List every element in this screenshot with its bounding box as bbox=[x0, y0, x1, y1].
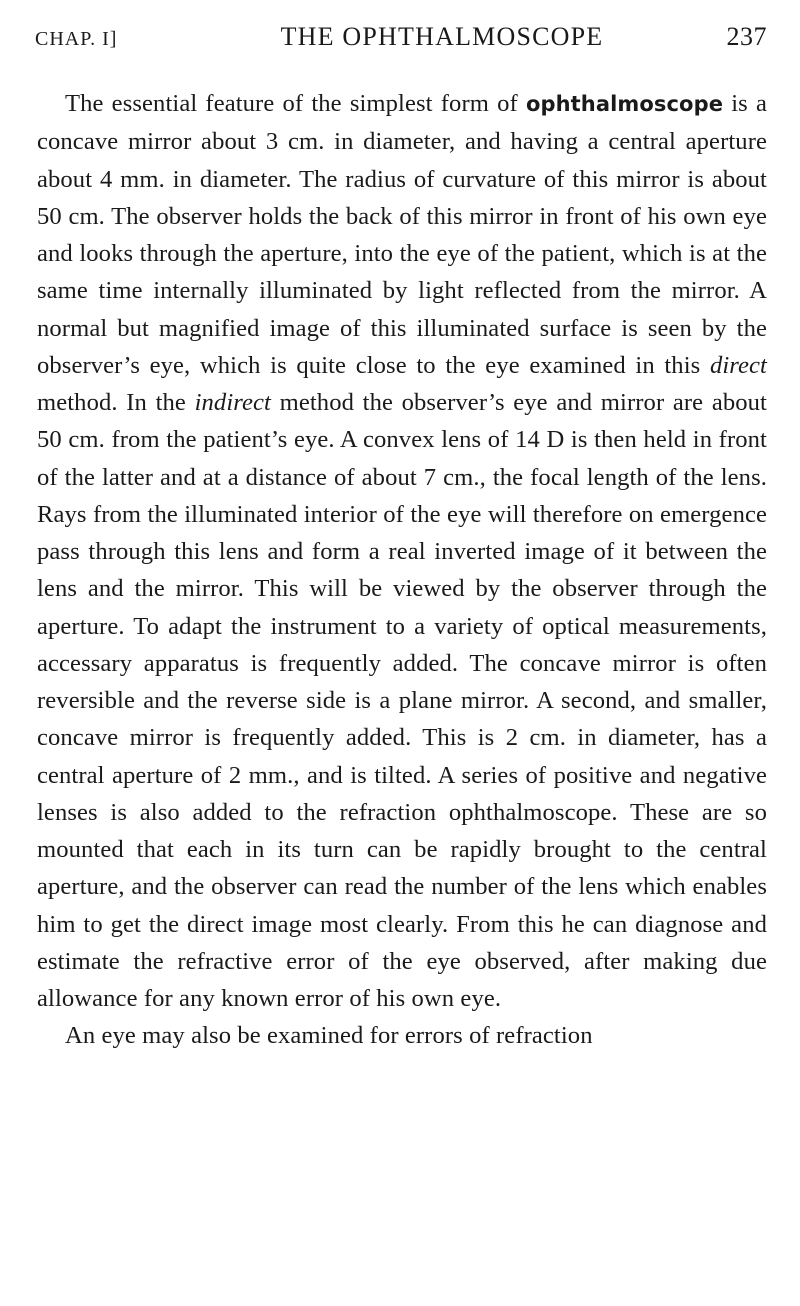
term-ophthalmoscope: ophthalmoscope bbox=[525, 92, 724, 116]
text-run: method the observer’s eye and mirror are about 50 cm. from the patient’s eye. A convex lens of 14 D is then held in front of the latter and at a distance of about 7 cm., the focal length of the lens. Rays from the illuminated interior of the eye will therefore on emergence pass through this lens and form a real inverted image of it between the lens and the mirror. This will be viewed by the observer through the aperture. To adapt the instrument to a variety of optical measurements, accessary apparatus is frequently added. The concave mirror is often reversible and the reverse side is a plane mirror. A second, and smaller, concave mirror is frequently added. This is 2 cm. in diameter, has a central aperture of 2 mm., and is tilted. A series of positive and negative lenses is also added to the refraction ophthalmoscope. These are so mounted that each in its turn can be rapidly brought to the central aperture, and the observer can read the number of the lens which enables him to get the direct image most clearly. From this he can diagnose and estimate the refractive error of the eye observed, after making due allowance for any known error of his own eye. bbox=[37, 389, 767, 1012]
page-number: 237 bbox=[726, 22, 767, 51]
emphasis-direct: direct bbox=[709, 351, 767, 379]
running-header bbox=[35, 22, 767, 68]
chapter-label: CHAP. I] bbox=[35, 28, 118, 50]
paragraph-refraction: An eye may also be examined for errors of refraction bbox=[65, 1022, 593, 1050]
body-text bbox=[35, 85, 767, 1055]
text-run: is a concave mirror about 3 cm. in diameter, and having a central aperture about 4 mm. in diameter. The radius of curvature of this mirror is about 50 cm. The observer holds the back of this mirror in front of his own eye and looks through the aperture, into the eye of the patient, which is at the same time internally illuminated by light reflected from the mirror. A normal but magnified image of this illuminated surface is seen by the observer’s eye, which is quite close to the eye examined in this bbox=[37, 90, 767, 379]
book-page bbox=[35, 22, 767, 1055]
text-run: The essential feature of the simplest form of bbox=[65, 90, 526, 117]
text-run: method. In the bbox=[37, 389, 195, 416]
paragraph-ophthalmoscope bbox=[37, 85, 767, 1017]
running-title: THE OPHTHALMOSCOPE bbox=[280, 22, 604, 51]
emphasis-indirect: indirect bbox=[194, 389, 271, 416]
